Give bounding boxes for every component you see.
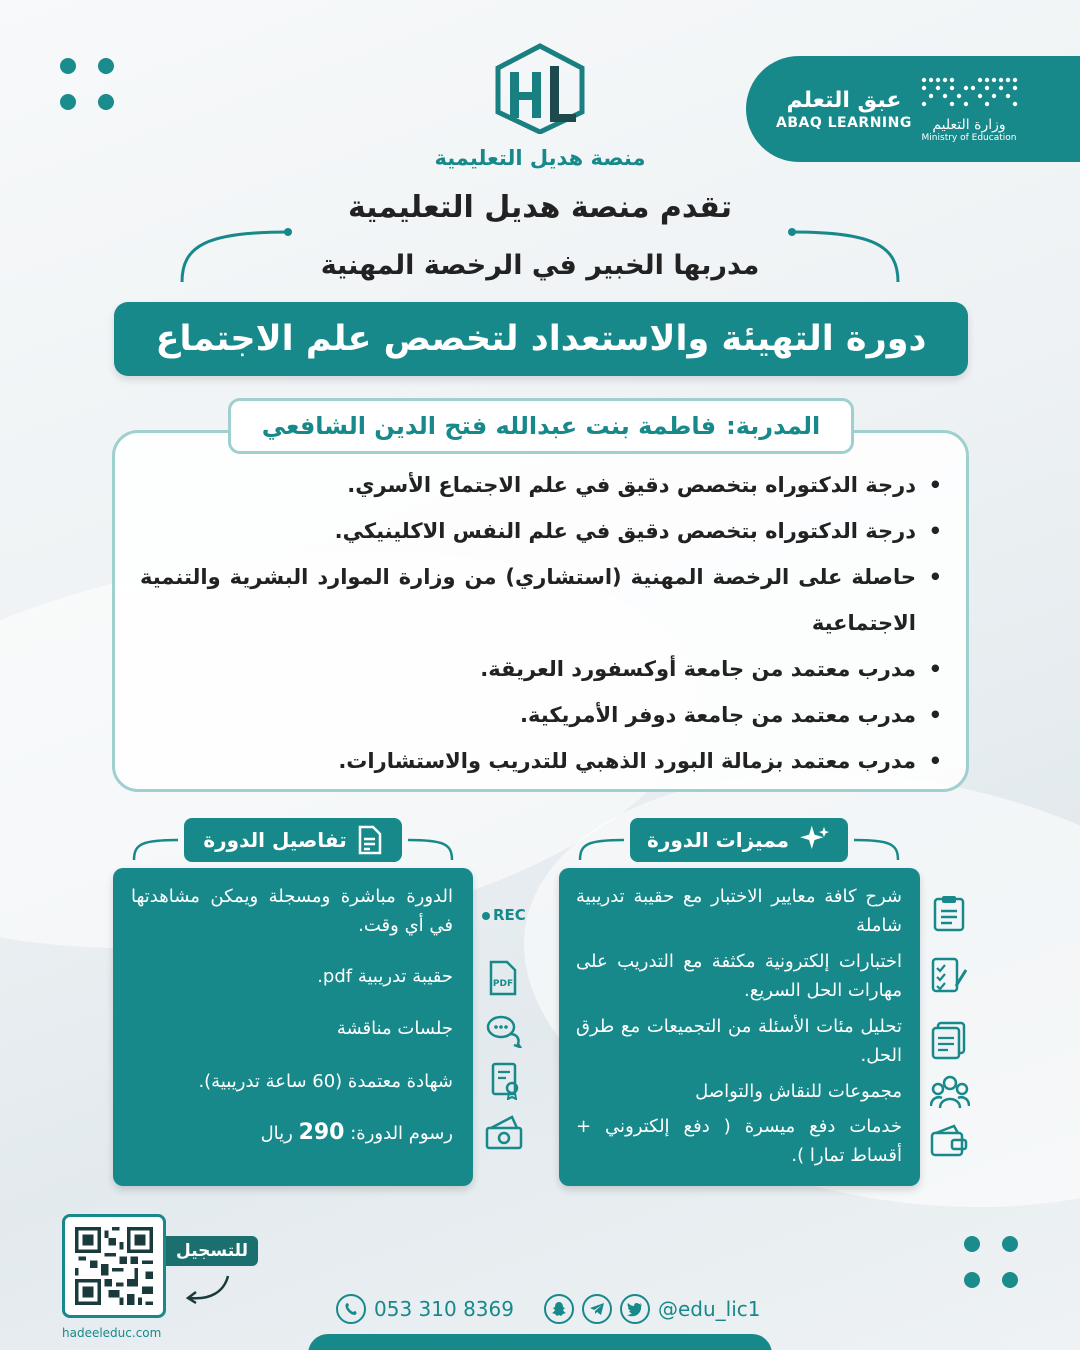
ministry-name-en: Ministry of Education: [921, 133, 1017, 143]
qualification-item: • درجة الدكتوراه بتخصص دقيق في علم الاجتماع الأسري.: [140, 462, 930, 508]
qualification-item: • مدرب معتمد بزمالة البورد الذهبي للتدريب والاستشارات.: [140, 738, 930, 784]
feature-item: خدمات دفع ميسرة ( دفع إلكتروني + أقساط تمارا ).: [576, 1116, 902, 1166]
detail-item: حقيبة تدريبية pdf.: [317, 966, 453, 987]
decor-line: [132, 836, 182, 862]
features-header: [630, 818, 848, 862]
curved-arrow-icon: [182, 1272, 232, 1306]
features-title: مميزات الدورة: [647, 828, 789, 852]
contact-bar: [336, 1294, 760, 1324]
qr-code-icon: [75, 1227, 153, 1305]
qualification-item: • مدرب معتمد من جامعة أوكسفورد العريقة.: [140, 646, 930, 692]
twitter-icon[interactable]: [620, 1294, 650, 1324]
fee-value: 290: [298, 1120, 345, 1145]
feature-item: شرح كافة معايير الاختبار مع حقيبة تدريبية شاملة: [576, 886, 902, 936]
details-card: [113, 868, 473, 1186]
decor-line: [578, 836, 628, 862]
cash-icon: [484, 1114, 524, 1152]
qualification-item: • مدرب معتمد من جامعة دوفر الأمريكية.: [140, 692, 930, 738]
wallet-icon: [930, 1124, 968, 1158]
abaq-name-en: ABAQ LEARNING: [776, 114, 912, 131]
group-icon: [930, 1074, 970, 1110]
ministry-name-ar: وزارة التعليم: [932, 117, 1006, 133]
certificate-icon: [490, 1062, 522, 1100]
hadeel-logo-icon: [490, 42, 590, 134]
qualification-item: • درجة الدكتوراه بتخصص دقيق في علم النفس الاكلينيكي.: [140, 508, 930, 554]
course-fee: [131, 1118, 453, 1148]
feature-item: مجموعات للنقاش والتواصل: [695, 1081, 902, 1102]
details-header: [184, 818, 402, 862]
pdf-icon: [488, 960, 518, 996]
intro-line-1: تقدم منصة هديل التعليمية: [347, 190, 733, 225]
exam-icon: [932, 894, 966, 932]
detail-item: الدورة مباشرة ومسجلة ويمكن مشاهدتها في أي وقت.: [131, 886, 453, 936]
bottom-bar: [308, 1334, 772, 1350]
trainer-qualifications: [140, 462, 930, 784]
trainer-name: فاطمة بنت عبدالله فتح الدين الشافعي: [261, 412, 717, 440]
feature-item: تحليل مئات الأسئلة من التجميعات مع طرق الحل.: [576, 1016, 902, 1066]
fee-currency: ريال: [260, 1123, 293, 1144]
telegram-icon[interactable]: [582, 1294, 612, 1324]
decor-dots: [60, 58, 114, 110]
ministry-emblem-icon: [920, 75, 1018, 107]
trainer-tag: [228, 398, 854, 454]
decor-dots: [964, 1236, 1018, 1288]
social-handle[interactable]: @edu_lic1: [657, 1297, 761, 1321]
website-link[interactable]: hadeeleduc.com: [62, 1326, 162, 1340]
detail-item: جلسات مناقشة: [336, 1018, 453, 1039]
abaq-logo: [776, 88, 912, 131]
ministry-logo: [920, 75, 1018, 143]
course-title: دورة التهيئة والاستعداد لتخصص علم الاجتماع: [114, 302, 968, 376]
document-icon: [357, 825, 383, 855]
phone-number[interactable]: 053 310 8369: [374, 1297, 514, 1321]
registration-qr-code[interactable]: [62, 1214, 166, 1318]
intro-line-2: مدربها الخبير في الرخصة المهنية: [320, 250, 760, 281]
trainer-label: المدربة:: [726, 412, 821, 440]
platform-name: منصة هديل التعليمية: [434, 146, 646, 170]
checklist-icon: [930, 956, 968, 994]
rec-icon: REC: [482, 906, 526, 924]
whatsapp-icon[interactable]: [336, 1294, 366, 1324]
fee-label: رسوم الدورة:: [350, 1123, 453, 1144]
detail-item: شهادة معتمدة (60 ساعة تدريبية).: [198, 1071, 453, 1092]
details-title: تفاصيل الدورة: [203, 828, 347, 852]
feature-item: اختبارات إلكترونية مكثفة مع التدريب على مهارات الحل السريع.: [576, 951, 902, 1001]
qualification-item: • حاصلة على الرخصة المهنية (استشاري) من وزارة الموارد البشرية والتنمية الاجتماعية: [140, 554, 930, 646]
chat-icon: [486, 1014, 522, 1048]
analysis-icon: [930, 1020, 968, 1060]
register-label: للتسجيل: [166, 1236, 258, 1266]
sparkle-icon: [799, 824, 831, 856]
svg-text:PDF: PDF: [492, 979, 514, 989]
abaq-name-ar: عبق التعلم: [786, 87, 902, 113]
features-card: [559, 868, 920, 1186]
decor-line: [850, 836, 900, 862]
decor-line: [404, 836, 454, 862]
snapchat-icon[interactable]: [544, 1294, 574, 1324]
